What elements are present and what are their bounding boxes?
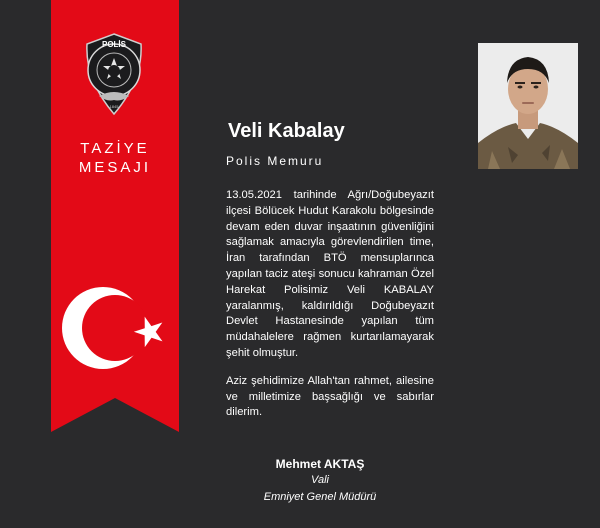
banner-title-line2: MESAJI [78,159,152,176]
condolence-message [226,188,434,421]
banner-title-line1: TAZİYE [80,140,150,157]
signature-title: Vali [311,474,329,486]
portrait-photo [478,43,578,169]
signature-organization: Emniyet Genel Müdürü [263,491,377,503]
signature-name: Mehmet AKTAŞ [275,457,365,471]
person-rank: Polis Memuru [226,154,324,168]
police-emblem-icon [81,32,147,116]
svg-text:POLİS: POLİS [101,40,127,49]
message-paragraph-1: 13.05.2021 tarihinde Ağrı/Doğubeyazıt ilçesi Bölücek Hudut Karakolu bölgesinde devam eden duvar inşaatının güvenliğini sağlamak amacıyla görevlendirilen time, İran tarafından BTÖ mensuplarınca yapılan taciz ateşi sonucu kahraman Özel Harekat Polisimiz Veli KABALAY yaralanmış, kaldırıldığı Doğubeyazıt Devlet Hastanesinde yapılan tüm müdahalelere rağmen kurtarılamayarak şehit olmuştur. [226,189,434,359]
person-name: Veli Kabalay [228,120,345,142]
message-paragraph-2: Aziz şehidimize Allah'tan rahmet, ailesine ve milletimize başsağlığı ve sabırlar dilerim. [226,374,434,419]
svg-text:1845: 1845 [109,104,119,109]
